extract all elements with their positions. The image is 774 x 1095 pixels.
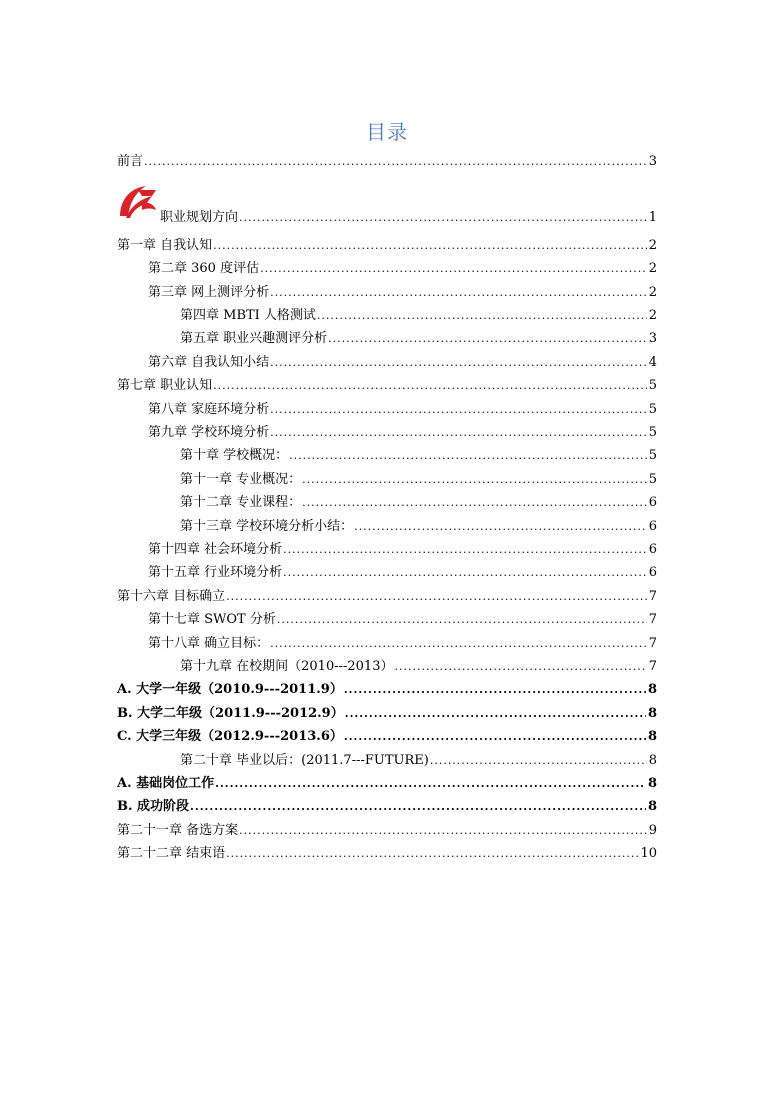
toc-page-number: 1 [648, 210, 657, 225]
toc-page-number: 5 [648, 402, 657, 417]
toc-entry-text: 第三章 网上测评分析 [148, 285, 270, 300]
toc-leader [144, 152, 647, 172]
toc-entry-text: 第二十一章 备选方案 [117, 823, 239, 838]
toc-entry-chapter-10[interactable] [180, 446, 657, 466]
toc-page-number: 8 [647, 682, 657, 697]
toc-leader [213, 376, 647, 396]
toc-leader [302, 493, 647, 513]
toc-leader [226, 587, 647, 607]
toc-entry-text: 前言 [117, 154, 144, 169]
toc-page-number: 8 [647, 799, 657, 814]
toc-entry-chapter-12[interactable] [180, 493, 657, 513]
toc-leader [317, 306, 647, 326]
toc-entry-basic-job[interactable] [117, 774, 657, 794]
toc-entry-chapter-3[interactable] [148, 283, 657, 303]
toc-leader [344, 680, 646, 700]
toc-entry-text: 第八章 家庭环境分析 [148, 402, 270, 417]
toc-entry-text: 第十八章 确立目标： [148, 636, 270, 651]
toc-entry-text: 职业规划方向 [160, 210, 239, 225]
toc-entry-chapter-15[interactable] [148, 563, 657, 583]
toc-page-number: 7 [648, 612, 657, 627]
toc-page-number: 5 [648, 448, 657, 463]
toc-leader [215, 774, 646, 794]
toc-page-number: 6 [648, 542, 657, 557]
toc-entry-chapter-20[interactable] [180, 751, 657, 771]
toc-entry-text: 第十二章 专业课程： [180, 495, 302, 510]
toc-page-number: 2 [648, 238, 657, 253]
toc-entry-year-1[interactable] [117, 680, 657, 700]
toc-entry-chapter-17[interactable] [148, 610, 657, 630]
toc-page-number: 2 [648, 261, 657, 276]
toc-entry-text: 第九章 学校环境分析 [148, 425, 270, 440]
toc-leader [302, 470, 647, 490]
toc-entry-text: 第十一章 专业概况： [180, 472, 302, 487]
toc-entry-chapter-18[interactable] [148, 634, 657, 654]
toc-entry-chapter-6[interactable] [148, 353, 657, 373]
toc-entry-text: A. 基础岗位工作 [117, 776, 215, 791]
toc-entry-preface[interactable] [117, 152, 657, 172]
toc-page-number: 8 [647, 706, 657, 721]
toc-page-number: 6 [648, 565, 657, 580]
toc-entry-text: 第七章 职业认知 [117, 378, 213, 393]
toc-entry-chapter-14[interactable] [148, 540, 657, 560]
toc-page-number: 10 [640, 846, 657, 861]
toc-entry-text: 第十三章 学校环境分析小结： [180, 519, 354, 534]
toc-entry-text: A. 大学一年级（2010.9---2011.9） [117, 682, 343, 697]
toc-leader [270, 353, 647, 373]
toc-entry-chapter-5[interactable] [180, 329, 657, 349]
toc-entry-chapter-2[interactable] [148, 259, 657, 279]
toc-entry-text: 第五章 职业兴趣测评分析 [180, 331, 328, 346]
toc-leader [213, 236, 647, 256]
toc-entry-chapter-11[interactable] [180, 470, 657, 490]
toc-page-number: 7 [648, 636, 657, 651]
school-logo-icon [116, 182, 160, 222]
toc-page-number: 3 [648, 331, 657, 346]
toc-page-number: 8 [647, 729, 657, 744]
toc-page-number: 8 [647, 776, 657, 791]
toc-entry-text: 第六章 自我认知小结 [148, 355, 270, 370]
toc-entry-year-2[interactable] [117, 704, 657, 724]
toc-entry-text: B. 成功阶段 [117, 799, 190, 814]
toc-page-number: 5 [648, 472, 657, 487]
toc-leader [270, 634, 647, 654]
toc-page-number: 9 [648, 823, 657, 838]
toc-page-number: 7 [648, 659, 657, 674]
toc-entry-chapter-9[interactable] [148, 423, 657, 443]
toc-entry-chapter-7[interactable] [117, 376, 657, 396]
toc-leader [345, 704, 646, 724]
toc-entry-chapter-19[interactable] [180, 657, 657, 677]
toc-entry-career-direction[interactable] [160, 208, 657, 228]
toc-entry-text: 第十五章 行业环境分析 [148, 565, 283, 580]
toc-page-number: 8 [648, 753, 657, 768]
toc-entry-text: 第一章 自我认知 [117, 238, 213, 253]
toc-page-number: 5 [648, 378, 657, 393]
toc-entry-text: 第四章 MBTI 人格测试 [180, 308, 316, 323]
toc-entry-chapter-1[interactable] [117, 236, 657, 256]
toc-leader [239, 821, 647, 841]
toc-entry-chapter-13[interactable] [180, 517, 657, 537]
toc-leader [226, 844, 638, 864]
toc-entry-text: 第十九章 在校期间（2010---2013） [180, 659, 394, 674]
toc-leader [260, 259, 647, 279]
toc-leader [283, 563, 647, 583]
toc-entry-text: 第十四章 社会环境分析 [148, 542, 283, 557]
toc-leader [277, 610, 647, 630]
toc-page-number: 5 [648, 425, 657, 440]
toc-leader [283, 540, 647, 560]
toc-page-number: 2 [648, 308, 657, 323]
toc-entry-text: B. 大学二年级（2011.9---2012.9） [117, 706, 344, 721]
toc-entry-year-3[interactable] [117, 727, 657, 747]
toc-page-number: 6 [648, 519, 657, 534]
toc-entry-chapter-22[interactable] [117, 844, 657, 864]
toc-entry-text: 第二十二章 结束语 [117, 846, 226, 861]
toc-page-number: 3 [648, 154, 657, 169]
toc-entry-text: C. 大学三年级（2012.9---2013.6） [117, 729, 343, 744]
toc-page-number: 4 [648, 355, 657, 370]
toc-entry-success-stage[interactable] [117, 797, 657, 817]
toc-entry-chapter-16[interactable] [117, 587, 657, 607]
toc-leader [289, 446, 647, 466]
toc-entry-text: 第二章 360 度评估 [148, 261, 260, 276]
toc-leader [270, 423, 647, 443]
toc-leader [344, 727, 646, 747]
toc-entry-text: 第十章 学校概况： [180, 448, 289, 463]
toc-leader [190, 797, 646, 817]
toc-leader [430, 751, 647, 771]
toc-page-number: 6 [648, 495, 657, 510]
page-title: 目录 [366, 120, 408, 144]
toc-leader [328, 329, 647, 349]
toc-leader [270, 283, 647, 303]
toc-entry-chapter-4[interactable] [180, 306, 657, 326]
toc-entry-chapter-8[interactable] [148, 400, 657, 420]
toc-entry-text: 第十七章 SWOT 分析 [148, 612, 276, 627]
toc-leader [239, 208, 647, 228]
toc-leader [270, 400, 647, 420]
toc-entry-text: 第十六章 目标确立 [117, 589, 226, 604]
toc-leader [394, 657, 646, 677]
toc-leader [354, 517, 647, 537]
toc-page-number: 2 [648, 285, 657, 300]
toc-entry-chapter-21[interactable] [117, 821, 657, 841]
toc-entry-text: 第二十章 毕业以后：(2011.7---FUTURE) [180, 753, 429, 768]
toc-page-number: 7 [648, 589, 657, 604]
